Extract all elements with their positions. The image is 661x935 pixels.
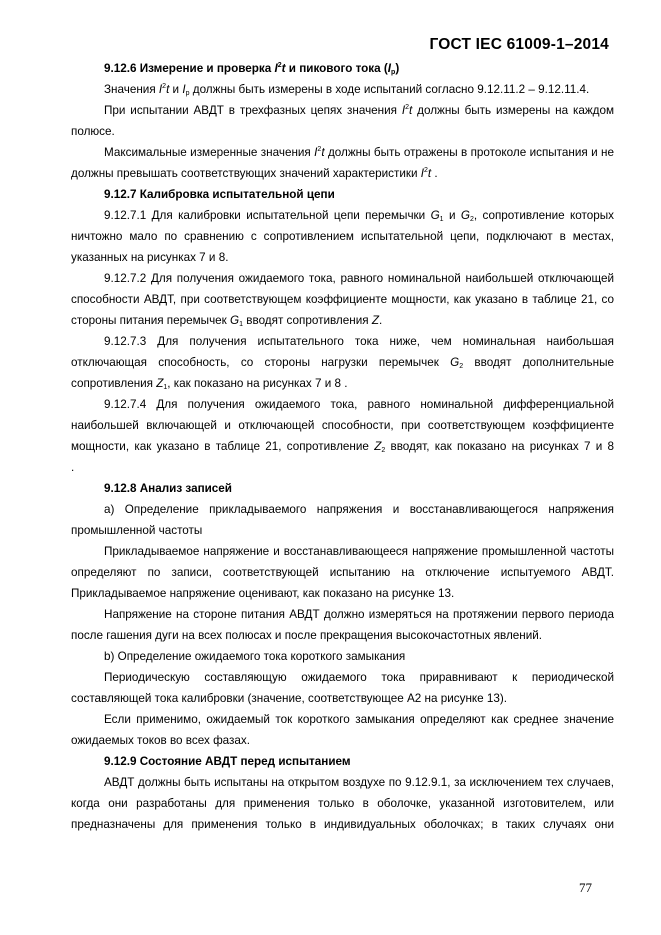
paragraph: АВДТ должны быть испытаны на открытом воздухе по 9.12.9.1, за исключением тех случаев, когда они разработаны для применения только в оболочке, указанной изготовителем, или предназначены для применения только в индивидуальных оболочках; в таких случаях они bbox=[71, 776, 614, 831]
paragraph: b) Определение ожидаемого тока короткого замыкания bbox=[104, 650, 406, 663]
paragraph: Напряжение на стороне питания АВДТ должно измеряться на протяжении первого периода после гашения дуги на всех полюсах и после прекращения высокочастотных явлений. bbox=[71, 608, 614, 642]
paragraph-trailing-dot: . bbox=[71, 461, 75, 474]
paragraph: Прикладываемое напряжение и восстанавливающееся напряжение промышленной частоты определяют по записи, соответствующей испытанию на отключение испытуемого АВДТ. Прикладываемое напряжение оценивают, как показано на рисунке 13. bbox=[71, 545, 614, 600]
paragraph: 9.12.7.4 Для получения ожидаемого тока, равного номинальной дифференциальной наибольшей включающей и отключающей способности, при соответствующем коэффициенте мощности, как указано в таблице 21, сопротивление $Z_2$ вводят, как показано на рисунках 7 и 8 bbox=[71, 398, 614, 454]
page-number: 77 bbox=[579, 880, 592, 895]
paragraph: Максимальные измеренные значения $I^2t$ должны быть отражены в протоколе испытания и не должны превышать соответствующих значений характеристики $I^2t$ . bbox=[71, 146, 614, 180]
document-header: ГОСТ IEC 61009-1–2014 bbox=[429, 36, 609, 53]
paragraph: Периодическую составляющую ожидаемого тока приравнивают к периодической составляющей тока калибровки (значение, соответствующее A2 на рисунке 13). bbox=[71, 671, 614, 705]
section-heading-9-12-8: 9.12.8 Анализ записей bbox=[104, 482, 232, 495]
document-body bbox=[71, 58, 614, 835]
section-heading-9-12-7: 9.12.7 Калибровка испытательной цепи bbox=[104, 188, 335, 201]
paragraph: Если применимо, ожидаемый ток короткого замыкания определяют как среднее значение ожидаемых токов во всех фазах. bbox=[71, 713, 614, 747]
paragraph: При испытании АВДТ в трехфазных цепях значения $I^2t$ должны быть измерены на каждом полюсе. bbox=[71, 104, 614, 138]
paragraph: Значения $I^2t$ и $I_p$ должны быть измерены в ходе испытаний согласно 9.12.11.2 – 9.12.11.4. bbox=[104, 83, 590, 97]
section-heading-9-12-6: 9.12.6 Измерение и проверка $I^2t$ и пикового тока $(I_p)$ bbox=[104, 62, 400, 76]
paragraph: 9.12.7.1 Для калибровки испытательной цепи перемычки $G_1$ и $G_2$, сопротивление которых ничтожно мало по сравнению с сопротивлением испытательной цепи, подключают в местах, указанных на рисунках 7 и 8. bbox=[71, 209, 614, 264]
section-heading-9-12-9: 9.12.9 Состояние АВДТ перед испытанием bbox=[104, 755, 351, 768]
paragraph: a) Определение прикладываемого напряжения и восстанавливающегося напряжения промышленной частоты bbox=[71, 503, 614, 537]
paragraph: 9.12.7.3 Для получения испытательного тока ниже, чем номинальная наибольшая отключающая способность, со стороны нагрузки перемычек $G_2$ вводят дополнительные сопротивления $Z_1$, как показано на рисунках 7 и 8 . bbox=[71, 335, 614, 391]
paragraph: 9.12.7.2 Для получения ожидаемого тока, равного номинальной наибольшей отключающей способности АВДТ, при соответствующем коэффициенте мощности, как указано в таблице 21, со стороны питания перемычек $G_1$ вводят сопротивления Z. bbox=[71, 272, 614, 328]
